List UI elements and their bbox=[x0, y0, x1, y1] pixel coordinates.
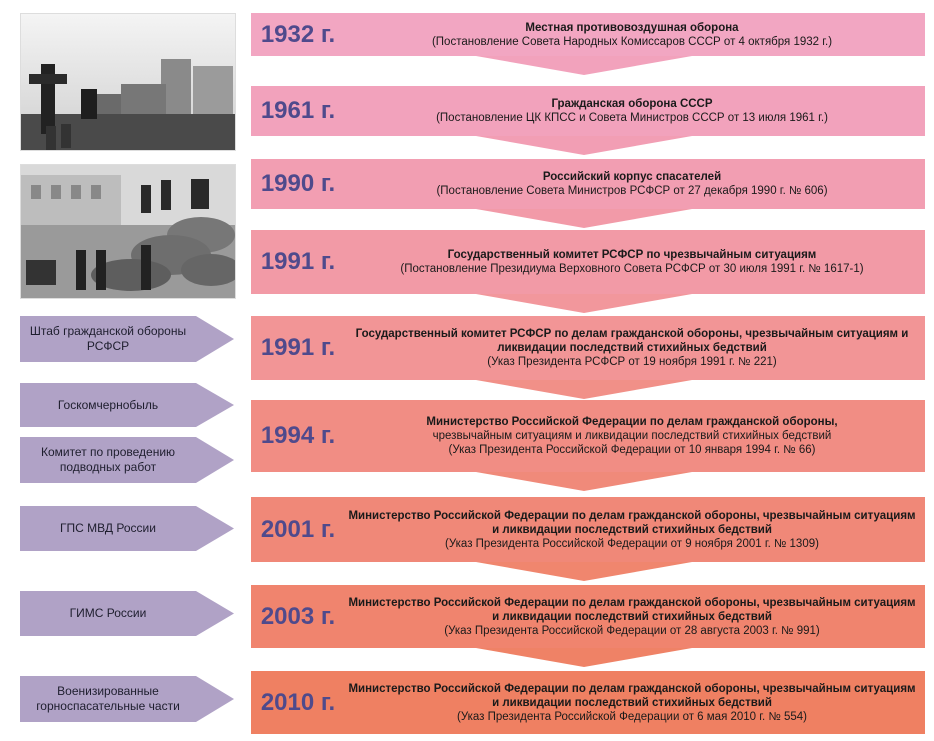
entry-description bbox=[345, 97, 925, 125]
flow-arrow bbox=[476, 648, 692, 667]
year-label: 1932 г. bbox=[260, 20, 336, 48]
source-box bbox=[20, 316, 234, 362]
flow-arrow bbox=[476, 380, 692, 399]
flow-arrow bbox=[476, 472, 692, 491]
timeline-entry bbox=[251, 497, 925, 562]
timeline-entry bbox=[251, 400, 925, 472]
entry-subtitle: (Постановление Президиума Верховного Совета РСФСР от 30 июля 1991 г. № 1617-1) bbox=[400, 263, 864, 275]
flow-arrow bbox=[476, 294, 692, 313]
flow-arrow bbox=[476, 562, 692, 581]
source-label: Комитет по проведению подводных работ bbox=[40, 445, 176, 474]
entry-title: Российский корпус спасателей bbox=[542, 171, 722, 183]
timeline-entry bbox=[251, 86, 925, 136]
source-label: Штаб гражданской обороны РСФСР bbox=[29, 324, 187, 353]
entry-description bbox=[345, 415, 925, 457]
year-label: 2001 г. bbox=[260, 515, 336, 543]
entry-description bbox=[345, 327, 925, 369]
source-box bbox=[20, 437, 234, 483]
source-box bbox=[20, 383, 234, 427]
timeline-entry bbox=[251, 13, 925, 56]
entry-subtitle: (Постановление Совета Министров РСФСР от 27 декабря 1990 г. № 606) bbox=[436, 185, 828, 197]
source-box bbox=[20, 676, 234, 722]
entry-title: Государственный комитет РСФСР по делам гражданской обороны, чрезвычайным ситуациям и ликвидации последствий стихийных бедствий bbox=[355, 328, 909, 354]
entry-title: Министерство Российской Федерации по делам гражданской обороны, чрезвычайным ситуациям и ликвидации последствий стихийных бедствий bbox=[348, 682, 916, 709]
air-defense-photo bbox=[20, 13, 236, 151]
entry-description bbox=[345, 170, 925, 198]
entry-subtitle: (Указ Президента РСФСР от 19 ноября 1991 г. № 221) bbox=[487, 356, 777, 368]
timeline-entry bbox=[251, 316, 925, 380]
entry-description bbox=[345, 682, 925, 724]
entry-description bbox=[345, 596, 925, 638]
year-label: 2003 г. bbox=[260, 602, 336, 630]
timeline-entry bbox=[251, 159, 925, 209]
entry-title: Министерство Российской Федерации по делам гражданской обороны, чрезвычайным ситуациям и ликвидации последствий стихийных бедствий bbox=[348, 509, 916, 536]
timeline-entry bbox=[251, 671, 925, 734]
flow-arrow bbox=[476, 136, 692, 155]
source-box bbox=[20, 591, 234, 636]
entry-title: Государственный комитет РСФСР по чрезвычайным ситуациям bbox=[447, 249, 817, 261]
entry-description bbox=[345, 21, 925, 49]
flow-arrow bbox=[476, 209, 692, 228]
year-label: 1994 г. bbox=[260, 422, 336, 449]
flow-arrow bbox=[476, 56, 692, 75]
source-label: Госкомчернобыль bbox=[57, 397, 159, 412]
entry-subtitle: (Указ Президента Российской Федерации от 9 ноября 2001 г. № 1309) bbox=[445, 537, 819, 550]
entry-subtitle: (Указ Президента Российской Федерации от 10 января 1994 г. № 66) bbox=[448, 444, 816, 456]
timeline-entry bbox=[251, 230, 925, 294]
entry-description bbox=[345, 248, 925, 276]
source-box bbox=[20, 506, 234, 551]
entry-title: Гражданская оборона СССР bbox=[551, 98, 713, 110]
entry-title: Министерство Российской Федерации по делам гражданской обороны, bbox=[426, 416, 838, 428]
entry-title-continued: чрезвычайным ситуациям и ликвидации последствий стихийных бедствий bbox=[432, 430, 832, 442]
entry-subtitle: (Указ Президента Российской Федерации от 28 августа 2003 г. № 991) bbox=[444, 624, 820, 637]
entry-subtitle: (Постановление ЦК КПСС и Совета Министров СССР от 13 июля 1961 г.) bbox=[436, 112, 828, 124]
year-label: 1991 г. bbox=[260, 334, 336, 361]
entry-title: Министерство Российской Федерации по делам гражданской обороны, чрезвычайным ситуациям и ликвидации последствий стихийных бедствий bbox=[348, 596, 916, 623]
source-label: Военизированные горноспасательные части bbox=[36, 684, 180, 713]
source-label: ГИМС России bbox=[69, 606, 147, 620]
entry-description bbox=[345, 509, 925, 551]
entry-subtitle: (Постановление Совета Народных Комиссаров СССР от 4 октября 1932 г.) bbox=[431, 35, 833, 48]
entry-title: Местная противовоздушная оборона bbox=[525, 21, 739, 34]
entry-subtitle: (Указ Президента Российской Федерации от 6 мая 2010 г. № 554) bbox=[457, 710, 807, 723]
timeline-entry bbox=[251, 585, 925, 648]
year-label: 1961 г. bbox=[260, 97, 336, 124]
year-label: 1990 г. bbox=[260, 170, 336, 197]
year-label: 1991 г. bbox=[260, 248, 336, 275]
source-label: ГПС МВД России bbox=[60, 521, 156, 535]
sandbag-barricade-photo bbox=[20, 164, 236, 299]
year-label: 2010 г. bbox=[260, 688, 336, 716]
